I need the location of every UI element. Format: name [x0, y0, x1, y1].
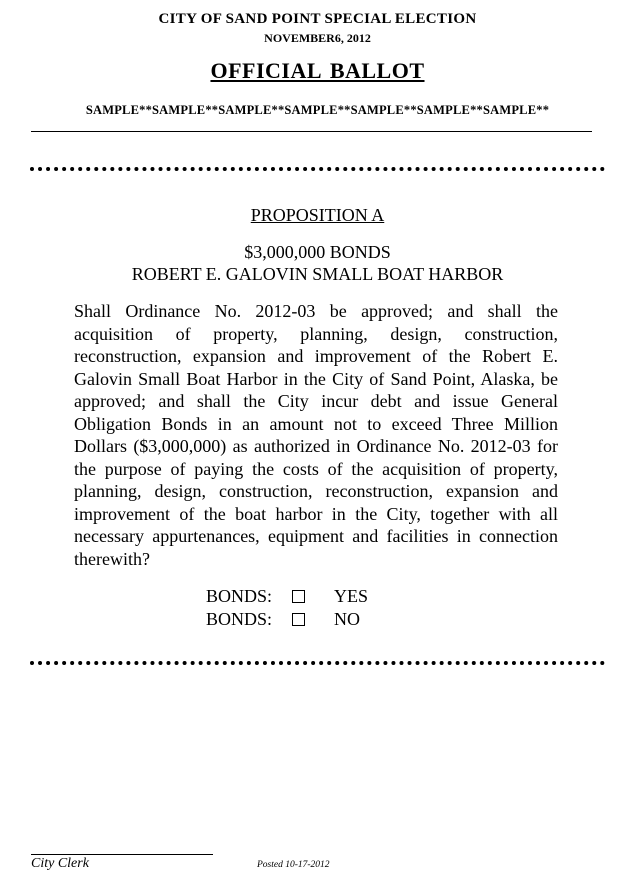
- vote-option-label: BONDS:: [206, 608, 273, 629]
- posted-date: Posted 10-17-2012: [257, 860, 330, 870]
- no-checkbox[interactable]: [292, 613, 305, 626]
- vote-option-label: BONDS:: [206, 585, 273, 606]
- proposition-name: ROBERT E. GALOVIN SMALL BOAT HARBOR: [131, 264, 504, 284]
- vote-option-no[interactable]: [206, 608, 360, 630]
- proposition-amount: $3,000,000 BONDS: [244, 242, 391, 262]
- election-title: CITY OF SAND POINT SPECIAL ELECTION: [158, 11, 477, 27]
- vote-option-choice: NO: [334, 608, 360, 629]
- ballot-title: OFFICIAL BALLOT: [210, 58, 425, 83]
- vote-option-yes[interactable]: [206, 585, 368, 607]
- signature-label: City Clerk: [31, 856, 89, 871]
- election-date: NOVEMBER6, 2012: [264, 31, 371, 45]
- top-dotted-divider: [30, 167, 605, 171]
- header-divider: [31, 131, 592, 132]
- yes-checkbox[interactable]: [292, 590, 305, 603]
- proposition-heading: PROPOSITION A: [250, 205, 385, 225]
- bottom-dotted-divider: [30, 661, 605, 665]
- signature-line: [31, 854, 213, 855]
- vote-option-choice: YES: [334, 585, 369, 606]
- proposition-text: Shall Ordinance No. 2012-03 be approved; and shall the acquisition of property, planning, design, construction, reconstruction, expansion and improvement of the Robert E. Galovin Small Boat Harbor in the City of Sand Point, Alaska, be approved; and shall the City incur debt and issue General Obligation Bonds in an amount not to exceed Three Million Dollars ($3,000,000) as authorized in Ordinance No. 2012-03 for the purpose of paying the costs of the acquisition of property, planning, design, construction, reconstruction, expansion and improvement of the boat harbor in the City, together with all necessary appurtenances, equipment and facilities in connection therewith?: [74, 301, 558, 569]
- sample-banner: SAMPLE**SAMPLE**SAMPLE**SAMPLE**SAMPLE**SAMPLE**SAMPLE**: [85, 103, 550, 117]
